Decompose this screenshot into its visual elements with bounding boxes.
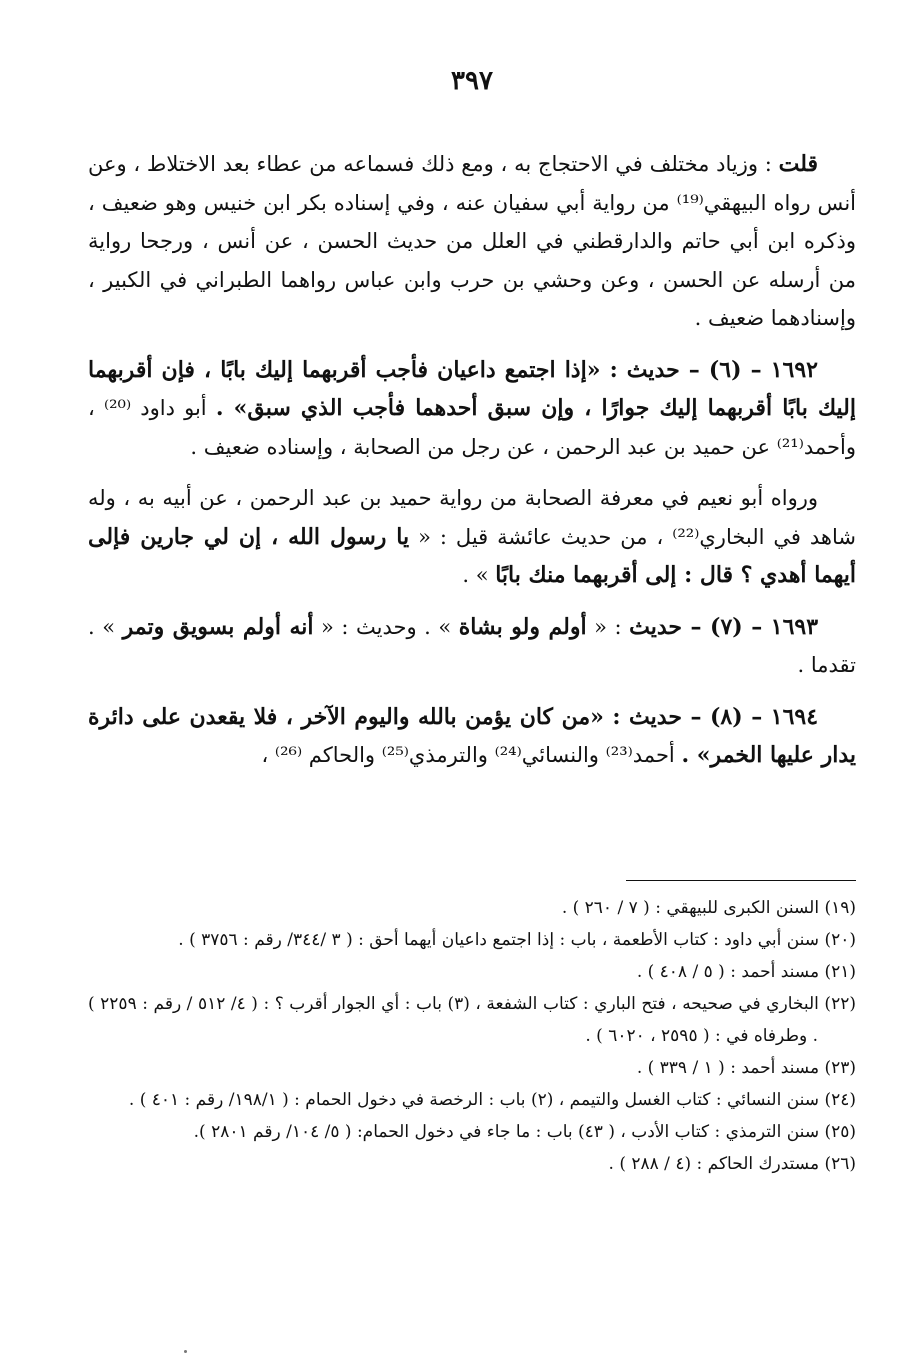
- footnotes: [88, 892, 856, 1180]
- footnote-19: (١٩) السنن الكبرى للبيهقي : ( ٧ / ٢٦٠ ) .: [561, 898, 856, 918]
- paragraph-commentary: [88, 145, 856, 338]
- paragraph-text: : «: [586, 614, 630, 639]
- paragraph-hadith-1694: [88, 698, 856, 775]
- paragraph-hadith-1692: [88, 351, 856, 467]
- footnote-24: (٢٤) سنن النسائي : كتاب الغسل والتيمم ، (٢) باب : الرخصة في دخول الحمام : ( ١٩٨/١/ رقم : ٤٠١ ) .: [128, 1090, 856, 1110]
- paragraph-text: » . تقدما .: [88, 614, 856, 677]
- paragraph-text: أحمد⁽²³⁾ والنسائي⁽²⁴⁾ والترمذي⁽²⁵⁾ والحاكم ⁽²⁶⁾ ،: [261, 743, 682, 767]
- footnote-26: (٢٦) مستدرك الحاكم : (٤ / ٢٨٨ ) .: [608, 1154, 856, 1174]
- hadith-quote: أولم ولو بشاة: [458, 613, 587, 640]
- paragraph-text: » .: [462, 563, 496, 587]
- paragraph-narration: [88, 479, 856, 595]
- paragraph-text: ورواه أبو نعيم في معرفة الصحابة من رواية حميد بن عبد الرحمن ، عن أبيه به ، وله شاهد في البخاري⁽²²⁾ ، من حديث عائشة قيل : «: [88, 486, 856, 549]
- hadith-quote: يا رسول الله ، إن لي جارين فإلى أيهما أهدي ؟ قال : إلى أقربهما منك بابًا: [88, 523, 856, 588]
- footnote-25: (٢٥) سنن الترمذي : كتاب الأدب ، ( ٤٣) باب : ما جاء في دخول الحمام: ( ٥/ ١٠٤/ رقم ٢٨٠١ ).: [193, 1122, 856, 1142]
- document-page: [88, 0, 856, 1364]
- hadith-quote: أنه أولم بسويق وتمر: [122, 613, 314, 640]
- footnote-divider: [626, 880, 856, 881]
- footnote-20: (٢٠) سنن أبي داود : كتاب الأطعمة ، باب : إذا اجتمع داعيان أيهما أحق : ( ٣ /٣٤٤/ رقم : ٣٧٥٦ ) .: [178, 930, 856, 950]
- main-text: [88, 145, 856, 775]
- footnote-21: (٢١) مسند أحمد : ( ٥ / ٤٠٨ ) .: [636, 962, 856, 982]
- paragraph-text: : وزياد مختلف في الاحتجاج به ، ومع ذلك فسماعه من عطاء بعد الاختلاط ، وعن أنس رواه البيهقي⁽¹⁹⁾ من رواية أبي سفيان عنه ، وفي إسناده بكر ابن خنيس وهو ضعيف ، وذكره ابن أبي حاتم والدارقطني في العلل من حديث الحسن ، عن أنس ، ورجحا رواية من أرسله عن الحسن ، وعن وحشي بن حرب وابن عباس رواهما الطبراني في الكبير ، وإسنادهما ضعيف .: [88, 152, 857, 330]
- paragraph-hadith-1693: [88, 608, 856, 685]
- hadith-number: ١٦٩٣ – (٧) – حديث: [629, 613, 819, 640]
- page-number: ٣٩٧: [451, 66, 493, 96]
- paragraph-text: أبو داود ⁽²⁰⁾ ، وأحمد⁽²¹⁾ عن حميد بن عبد الرحمن ، عن رجل من الصحابة ، وإسناده ضعيف .: [88, 396, 856, 459]
- scan-speck: [184, 1350, 187, 1353]
- hadith-text: ١٦٩٤ – (٨) – حديث : «من كان يؤمن بالله واليوم الآخر ، فلا يقعدن على دائرة يدار عليها الخمر» .: [88, 703, 856, 768]
- hadith-text: ١٦٩٢ – (٦) – حديث : «إذا اجتمع داعيان فأجب أقربهما إليك بابًا ، فإن أقربهما إليك بابًا أقربهما إليك جوارًا ، وإن سبق أحدهما فأجب الذي سبق» .: [88, 356, 856, 421]
- paragraph-lead: قلت: [778, 151, 818, 177]
- footnote-22: (٢٢) البخاري في صحيحه ، فتح الباري : كتاب الشفعة ، (٣) باب : أي الجوار أقرب ؟ : ( ٤/ ٥١٢ / رقم : ٢٢٥٩ ) . وطرفاه في : ( ٢٥٩٥ ، ٦٠٢٠ ) .: [88, 994, 856, 1046]
- paragraph-text: » . وحديث : «: [313, 614, 459, 639]
- footnote-23: (٢٣) مسند أحمد : ( ١ / ٣٣٩ ) .: [636, 1058, 856, 1078]
